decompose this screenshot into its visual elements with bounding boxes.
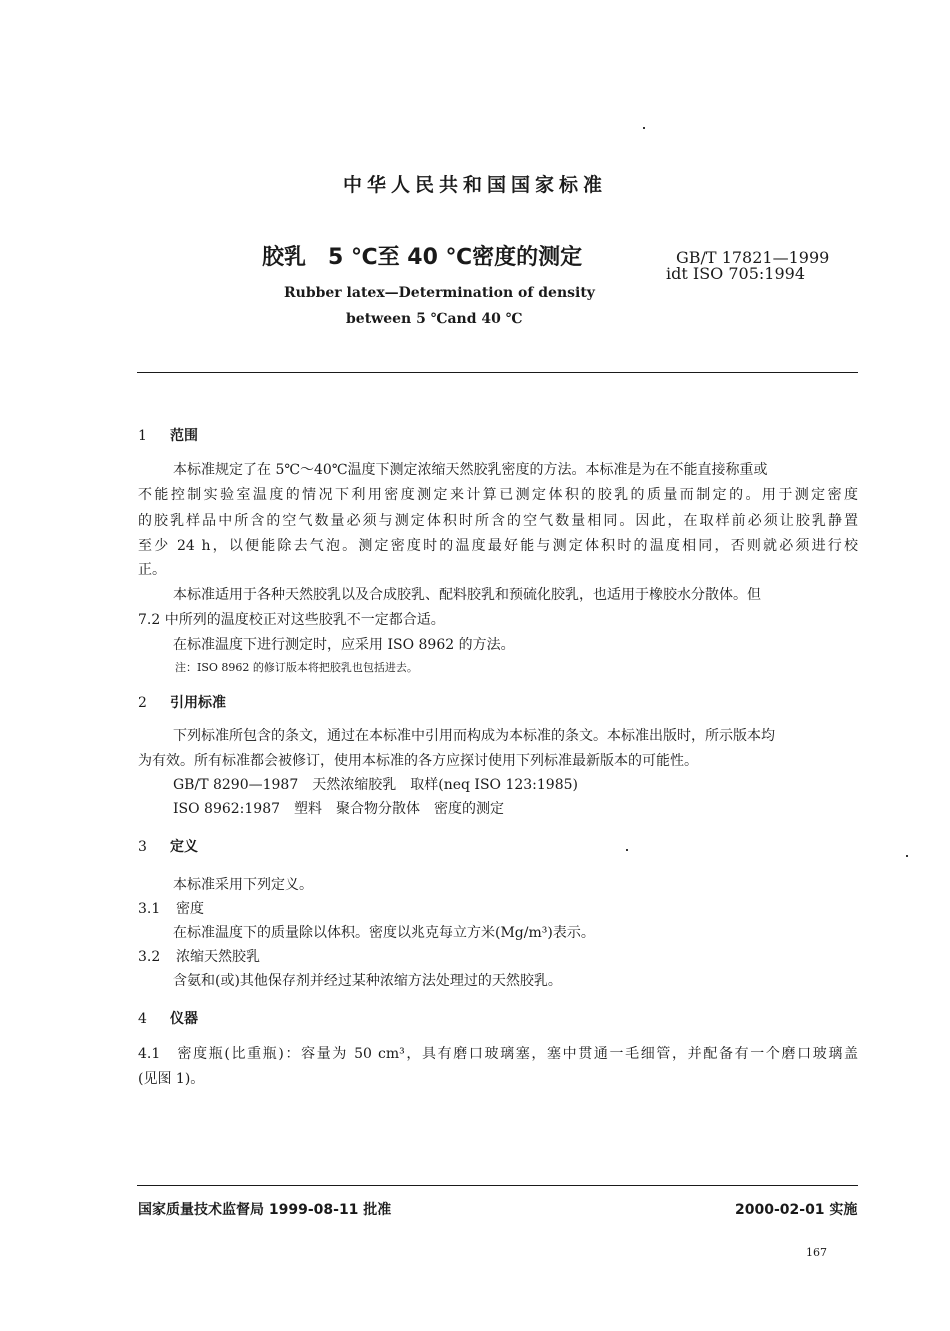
definition-text: 含氨和(或)其他保存剂并经过某种浓缩方法处理过的天然胶乳。 [173,973,562,989]
paragraph-line: 本标准采用下列定义。 [173,877,313,893]
section-title: 引用标准 [170,695,226,711]
paragraph-line: 4.1 密度瓶(比重瓶)：容量为 50 cm³，具有磨口玻璃塞，塞中贯通一毛细管，并配备有一个磨口玻璃盖 [138,1046,858,1062]
standard-code: GB/T 17821—1999 [676,248,830,267]
section-3-heading [138,836,198,856]
note: 注：ISO 8962 的修订版本将把胶乳也包括进去。 [175,661,418,674]
paragraph-line: 正。 [138,562,166,578]
paragraph-line: 的胶乳样品中所含的空气数量必须与测定体积时所含的空气数量相同。因此，在取样前必须让胶乳静置 [138,513,858,529]
definition-term-text: 密度 [176,901,204,917]
definition-term [138,946,260,966]
definition-text: 在标准温度下的质量除以体积。密度以兆克每立方米(Mg/m³)表示。 [173,925,595,941]
section-1-heading [138,425,198,445]
section-title: 范围 [170,428,198,444]
section-number: 2 [138,695,147,711]
adoption-code: idt ISO 705:1994 [666,264,806,283]
paragraph-line: (见图 1)。 [138,1071,205,1087]
scan-speck [643,127,645,129]
section-number: 4 [138,1011,147,1027]
title-chinese: 胶乳 5 ℃至 40 ℃密度的测定 [262,245,583,270]
paragraph-line: 下列标准所包含的条文，通过在本标准中引用而构成为本标准的条文。本标准出版时，所示版本均 [173,728,775,744]
paragraph-line: 至少 24 h，以便能除去气泡。测定密度时的温度最好能与测定体积时的温度相同，否则就必须进行校 [138,538,858,554]
definition-term-text: 浓缩天然胶乳 [176,949,260,965]
section-title: 仪器 [170,1011,198,1027]
definition-number: 3.1 [138,901,161,917]
paragraph-line: 在标准温度下进行测定时，应采用 ISO 8962 的方法。 [173,637,515,653]
footer-divider [137,1185,858,1186]
section-title: 定义 [170,839,198,855]
implementation-date: 2000-02-01 实施 [735,1202,858,1218]
section-number: 3 [138,839,147,855]
paragraph-line: 本标准适用于各种天然胶乳以及合成胶乳、配料胶乳和预硫化胶乳，也适用于橡胶水分散体。但 [173,587,761,603]
title-english-line1: Rubber latex—Determination of density [284,285,595,301]
paragraph-line: 7.2 中所列的温度校正对这些胶乳不一定都合适。 [138,612,445,628]
title-english-line2: between 5 ℃and 40 ℃ [346,311,523,327]
section-2-heading [138,692,226,712]
scan-speck [906,855,908,857]
definition-term [138,898,204,918]
scan-speck [626,849,628,851]
standard-header: 中华人民共和国国家标准 [342,174,607,196]
paragraph-line: 不能控制实验室温度的情况下利用密度测定来计算已测定体积的胶乳的质量而制定的。用于测定密度 [138,487,858,503]
definition-number: 3.2 [138,949,161,965]
section-4-heading [138,1008,198,1028]
reference-item: ISO 8962:1987 塑料 聚合物分散体 密度的测定 [173,801,505,817]
approval-date: 国家质量技术监督局 1999-08-11 批准 [138,1202,392,1218]
reference-item: GB/T 8290—1987 天然浓缩胶乳 取样(neq ISO 123:1985) [173,777,578,793]
paragraph-line: 本标准规定了在 5℃～40℃温度下测定浓缩天然胶乳密度的方法。本标准是为在不能直接称重或 [173,462,768,478]
section-number: 1 [138,428,147,444]
page-number: 167 [806,1246,827,1259]
paragraph-line: 为有效。所有标准都会被修订，使用本标准的各方应探讨使用下列标准最新版本的可能性。 [138,753,698,769]
title-divider [137,372,858,373]
